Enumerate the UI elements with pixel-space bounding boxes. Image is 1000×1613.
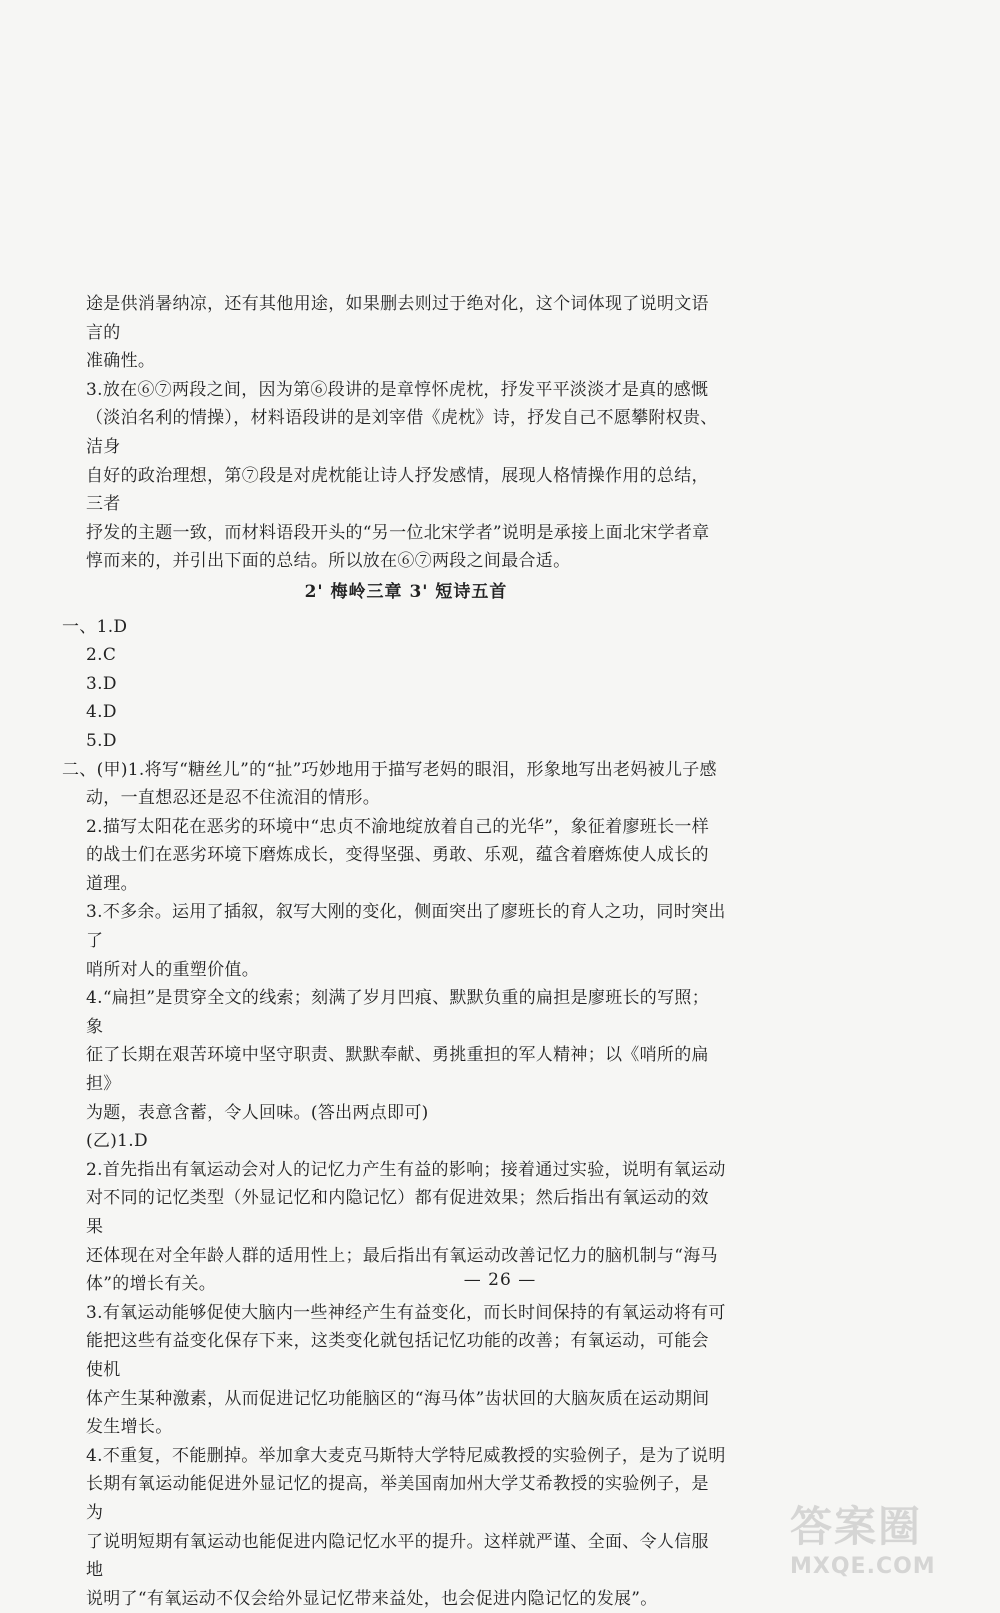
text-line: 体产生某种激素，从而促进记忆功能脑区的“海马体”齿状回的大脑灰质在运动期间 <box>86 1385 726 1414</box>
part-two-answers <box>86 756 726 1613</box>
text-line: 2.首先指出有氧运动会对人的记忆力产生有益的影响；接着通过实验，说明有氧运动 <box>86 1156 726 1185</box>
watermark-url: MXQE.COM <box>790 1554 980 1579</box>
text-line: 哨所对人的重塑价值。 <box>86 956 726 985</box>
text-line: 对不同的记忆类型（外显记忆和内隐记忆）都有促进效果；然后指出有氧运动的效果 <box>86 1184 726 1241</box>
top-paragraph <box>86 290 726 576</box>
text-line: 的战士们在恶劣环境下磨炼成长，变得坚强、勇敢、乐观，蕴含着磨炼使人成长的道理。 <box>86 841 726 898</box>
text-line: （淡泊名利的情操），材料语段讲的是刘宰借《虎枕》诗，抒发自己不愿攀附权贵、洁身 <box>86 404 726 461</box>
text-line: 为题，表意含蓄，令人回味。(答出两点即可) <box>86 1099 726 1128</box>
text-line: 2.描写太阳花在恶劣的环境中“忠贞不渝地绽放着自己的光华”，象征着廖班长一样 <box>86 813 726 842</box>
page-number: — 26 — <box>0 1270 1000 1290</box>
answer-content <box>86 290 726 1613</box>
text-line: 还体现在对全年龄人群的适用性上；最后指出有氧运动改善记忆力的脑机制与“海马 <box>86 1242 726 1271</box>
answer-line: 4.D <box>86 698 726 727</box>
watermark-logo <box>790 1494 980 1574</box>
text-line: 准确性。 <box>86 347 726 376</box>
text-line: 抒发的主题一致，而材料语段开头的“另一位北宋学者”说明是承接上面北宋学者章 <box>86 519 726 548</box>
text-line: (乙)1.D <box>86 1127 726 1156</box>
answer-line: 5.D <box>86 727 726 756</box>
text-line: 动，一直想忍还是忍不住流泪的情形。 <box>86 784 726 813</box>
text-line: 长期有氧运动能促进外显记忆的提高，举美国南加州大学艾希教授的实验例子，是为 <box>86 1470 726 1527</box>
text-line: 二、(甲)1.将写“糖丝儿”的“扯”巧妙地用于描写老妈的眼泪，形象地写出老妈被儿子感 <box>62 756 726 785</box>
text-line: 途是供消暑纳凉，还有其他用途，如果删去则过于绝对化，这个词体现了说明文语言的 <box>86 290 726 347</box>
text-line: 4.不重复，不能删掉。举加拿大麦克马斯特大学特尼威教授的实验例子，是为了说明 <box>86 1442 726 1471</box>
text-line: 3.有氧运动能够促使大脑内一些神经产生有益变化，而长时间保持的有氧运动将有可 <box>86 1299 726 1328</box>
text-line: 体”的增长有关。 <box>86 1270 726 1299</box>
answer-line: 一、1.D <box>62 613 726 642</box>
text-line: 3.不多余。运用了插叙，叙写大刚的变化，侧面突出了廖班长的育人之功，同时突出了 <box>86 898 726 955</box>
text-line: 说明了“有氧运动不仅会给外显记忆带来益处，也会促进内隐记忆的发展”。 <box>86 1585 726 1613</box>
part-one-answers <box>86 613 726 756</box>
text-line: 自好的政治理想，第⑦段是对虎枕能让诗人抒发感情，展现人格情操作用的总结，三者 <box>86 462 726 519</box>
text-line: 3.放在⑥⑦两段之间，因为第⑥段讲的是章惇怀虎枕，抒发平平淡淡才是真的感慨 <box>86 376 726 405</box>
text-line: 了说明短期有氧运动也能促进内隐记忆水平的提升。这样就严谨、全面、令人信服地 <box>86 1528 726 1585</box>
text-line: 4.“扁担”是贯穿全文的线索；刻满了岁月凹痕、默默负重的扁担是廖班长的写照；象 <box>86 984 726 1041</box>
section-title: 2' 梅岭三章 3' 短诗五首 <box>86 578 726 607</box>
text-line: 惇而来的，并引出下面的总结。所以放在⑥⑦两段之间最合适。 <box>86 547 726 576</box>
text-line: 能把这些有益变化保存下来，这类变化就包括记忆功能的改善；有氧运动，可能会使机 <box>86 1327 726 1384</box>
text-line: 征了长期在艰苦环境中坚守职责、默默奉献、勇挑重担的军人精神；以《哨所的扁担》 <box>86 1041 726 1098</box>
answer-line: 2.C <box>86 641 726 670</box>
answer-line: 3.D <box>86 670 726 699</box>
watermark-text: 答案圈 <box>790 1494 980 1554</box>
text-line: 发生增长。 <box>86 1413 726 1442</box>
